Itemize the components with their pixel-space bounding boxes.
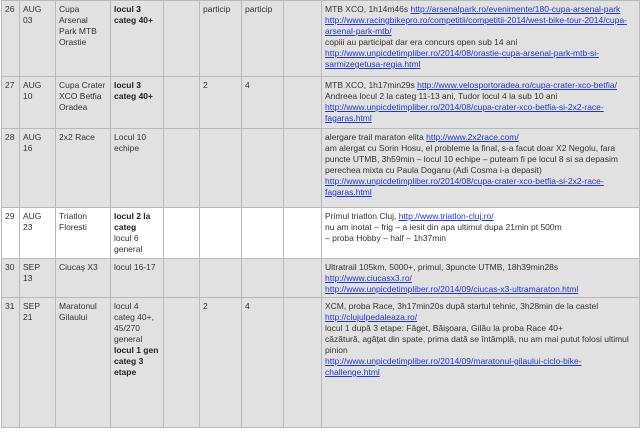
details-line: [325, 132, 636, 143]
details-link[interactable]: http://www.triatlon-cluj.ro/: [398, 211, 494, 221]
details-text: căzătură, agăţat din spate, prima dată se întâmplă, nu am mai putut folosi ultimul pinion: [325, 334, 629, 355]
stat-cell-col5: [164, 259, 200, 298]
stat-cell-col6: [200, 208, 242, 259]
details-line: [325, 273, 636, 284]
row-number: 28: [5, 132, 15, 142]
details-link[interactable]: http://www.unpicdetimpliber.ro/2014/09/maratonul-gilaului-ciclo-bike-challenge.html: [325, 356, 582, 377]
date-day: 23: [23, 222, 33, 232]
row-number-cell: [2, 1, 20, 77]
date-cell: [20, 1, 56, 77]
details-cell: [322, 77, 640, 129]
stat-cell-col5: [164, 208, 200, 259]
details-line: [325, 37, 636, 48]
event-name: Ciucaş X3: [59, 262, 98, 272]
row-number: 27: [5, 80, 15, 90]
details-cell: [322, 1, 640, 77]
date-day: 16: [23, 143, 33, 153]
details-line: [325, 211, 636, 222]
details-link[interactable]: http://www.ciucasx3.ro/: [325, 273, 412, 283]
stat-value: particip: [245, 4, 273, 14]
details-line: [325, 284, 636, 295]
details-line: [325, 48, 636, 70]
row-number: 31: [5, 301, 15, 311]
details-text: – proba Hobby – half – 1h37min: [325, 233, 446, 243]
details-link[interactable]: http://www.racingbikepro.ro/competitii/competitii-2014/west-bike-tour-2014/cupa-arsenal-park-mtb/: [325, 15, 627, 36]
date-cell: [20, 259, 56, 298]
details-line: [325, 262, 636, 273]
table-row: [2, 298, 640, 428]
date-day: 10: [23, 91, 33, 101]
table-row: [2, 208, 640, 259]
row-number-cell: [2, 298, 20, 428]
stat-cell-col6: [200, 77, 242, 129]
date-day: 13: [23, 273, 33, 283]
stat-cell-col8: [284, 77, 322, 129]
stat-cell-col6: [200, 129, 242, 208]
details-text: Primul triatlon Cluj,: [325, 211, 399, 221]
row-number: 29: [5, 211, 15, 221]
stat-cell-col7: [242, 259, 284, 298]
results-table-body: [2, 1, 640, 428]
date-month: AUG: [23, 211, 42, 221]
stat-cell-col7: [242, 1, 284, 77]
details-text: copiii au participat dar era concurs open sub 14 ani: [325, 37, 518, 47]
details-line: [325, 176, 636, 198]
stat-cell-col7: [242, 208, 284, 259]
result-cell: [111, 208, 164, 259]
row-number: 30: [5, 262, 15, 272]
result-text: locul 16-17: [114, 262, 156, 272]
event-name-cell: [56, 129, 111, 208]
event-name: 2x2 Race: [59, 132, 95, 142]
details-line: [325, 222, 636, 233]
result-text: categ 40+: [114, 91, 153, 101]
result-text: locul 1 gen categ 3 etape: [114, 345, 159, 377]
results-table: [1, 0, 640, 428]
result-text: locul 6 general: [114, 233, 143, 254]
stat-value: 4: [245, 301, 250, 311]
details-line: [325, 301, 636, 312]
result-text: locul 3: [114, 4, 141, 14]
details-text: locul 1 după 3 etape: Făget, Băişoara, Gilău la proba Race 40+: [325, 323, 563, 333]
stat-cell-col5: [164, 77, 200, 129]
details-link[interactable]: http://arsenalpark.ro/evenimente/180-cupa-arsenal-park: [410, 4, 621, 14]
details-line: [325, 334, 636, 356]
details-text: nu am inotat – frig – a iesit din apa ultimul dupa 21min pt 500m: [325, 222, 562, 232]
details-text: Andreea locul 2 la categ 11-13 ani, Tudor locul 4 la sub 10 ani: [325, 91, 558, 101]
event-name-cell: [56, 1, 111, 77]
details-line: [325, 91, 636, 102]
result-cell: [111, 298, 164, 428]
date-month: SEP: [23, 301, 41, 311]
date-month: SEP: [23, 262, 41, 272]
result-cell: [111, 77, 164, 129]
stat-cell-col8: [284, 1, 322, 77]
row-number: 26: [5, 4, 15, 14]
result-text: locul 3: [114, 80, 141, 90]
details-line: [325, 4, 636, 15]
date-month: AUG: [23, 132, 42, 142]
details-link[interactable]: http://www.velosportoradea.ro/cupa-crater-xco-betfia/: [417, 80, 617, 90]
date-day: 03: [23, 15, 33, 25]
details-link[interactable]: http://www.unpicdetimpliber.ro/2014/08/orastie-cupa-arsenal-park-mtb-si-sarmizegetusa-regia.html: [325, 48, 600, 69]
stat-value: 2: [203, 301, 208, 311]
details-cell: [322, 129, 640, 208]
date-month: AUG: [23, 4, 42, 14]
details-cell: [322, 208, 640, 259]
stat-cell-col6: [200, 259, 242, 298]
table-row: [2, 1, 640, 77]
row-number-cell: [2, 208, 20, 259]
table-row: [2, 77, 640, 129]
details-line: [325, 143, 636, 176]
details-cell: [322, 259, 640, 298]
result-text: locul 4 categ 40+, 45/270 general: [114, 301, 154, 344]
date-cell: [20, 208, 56, 259]
date-month: AUG: [23, 80, 42, 90]
row-number-cell: [2, 259, 20, 298]
event-name-cell: [56, 208, 111, 259]
stat-cell-col5: [164, 129, 200, 208]
event-name: Maratonul Gilaului: [59, 301, 97, 322]
details-text: Ultratrail 105km, 5000+, primul, 3puncte UTMB, 18h39min28s: [325, 262, 559, 272]
row-number-cell: [2, 129, 20, 208]
result-cell: [111, 1, 164, 77]
stat-value: particip: [203, 4, 231, 14]
date-cell: [20, 77, 56, 129]
stat-cell-col7: [242, 77, 284, 129]
stat-cell-col6: [200, 1, 242, 77]
event-name: Cupa Crater XCO Betfia Oradea: [59, 80, 106, 112]
details-line: [325, 356, 636, 378]
stat-cell-col8: [284, 208, 322, 259]
date-day: 21: [23, 312, 33, 322]
details-text: am alergat cu Sorin Hosu, el probleme la final, s-a facut doar X2 Negoiu, fara puncte UTMB, 3h59min – locul 10 echipe – puteam fi pe locul 8 si sa depasim perechea mixta cu Paula Doganu (Adi Cosma i-a depasit): [325, 143, 618, 175]
details-cell: [322, 298, 640, 428]
stat-cell-col5: [164, 1, 200, 77]
stat-cell-col7: [242, 129, 284, 208]
date-cell: [20, 129, 56, 208]
details-text: MTB XCO, 1h17min29s: [325, 80, 418, 90]
event-name: Cupa Arsenal Park MTB Orastie: [59, 4, 97, 47]
result-text: locul 2 la categ: [114, 211, 151, 232]
stat-cell-col8: [284, 129, 322, 208]
details-text: MTB XCO, 1h14m46s: [325, 4, 411, 14]
event-name-cell: [56, 298, 111, 428]
stat-cell-col5: [164, 298, 200, 428]
result-cell: [111, 259, 164, 298]
details-line: [325, 323, 636, 334]
details-link[interactable]: http://www.unpicdetimpliber.ro/2014/08/cupa-crater-xco-betfia-si-2x2-race-fagaras.html: [325, 102, 604, 123]
stat-cell-col7: [242, 298, 284, 428]
stat-cell-col6: [200, 298, 242, 428]
table-row: [2, 129, 640, 208]
date-cell: [20, 298, 56, 428]
details-text: alergare trail maraton elita: [325, 132, 427, 142]
stat-cell-col8: [284, 298, 322, 428]
table-row: [2, 259, 640, 298]
event-name: Triatlon Floresti: [59, 211, 88, 232]
details-line: [325, 102, 636, 124]
details-text: XCM, proba Race, 3h17min20s după startul tehnic, 3h28min de la castel: [325, 301, 599, 311]
details-line: [325, 15, 636, 37]
details-line: [325, 80, 636, 91]
stat-cell-col8: [284, 259, 322, 298]
result-cell: [111, 129, 164, 208]
details-link[interactable]: http://clujulpedaleaza.ro/: [325, 312, 418, 322]
details-link[interactable]: http://www.unpicdetimpliber.ro/2014/08/cupa-crater-xco-betfia-si-2x2-race-fagaras.html: [325, 176, 604, 197]
event-name-cell: [56, 77, 111, 129]
result-text: categ 40+: [114, 15, 153, 25]
stat-value: 4: [245, 80, 250, 90]
details-line: [325, 233, 636, 244]
row-number-cell: [2, 77, 20, 129]
details-link[interactable]: http://www.unpicdetimpliber.ro/2014/09/ciucas-x3-ultramaraton.html: [325, 284, 579, 294]
result-text: Locul 10 echipe: [114, 132, 147, 153]
details-link[interactable]: http://www.2x2race.com/: [426, 132, 519, 142]
event-name-cell: [56, 259, 111, 298]
details-line: [325, 312, 636, 323]
stat-value: 2: [203, 80, 208, 90]
